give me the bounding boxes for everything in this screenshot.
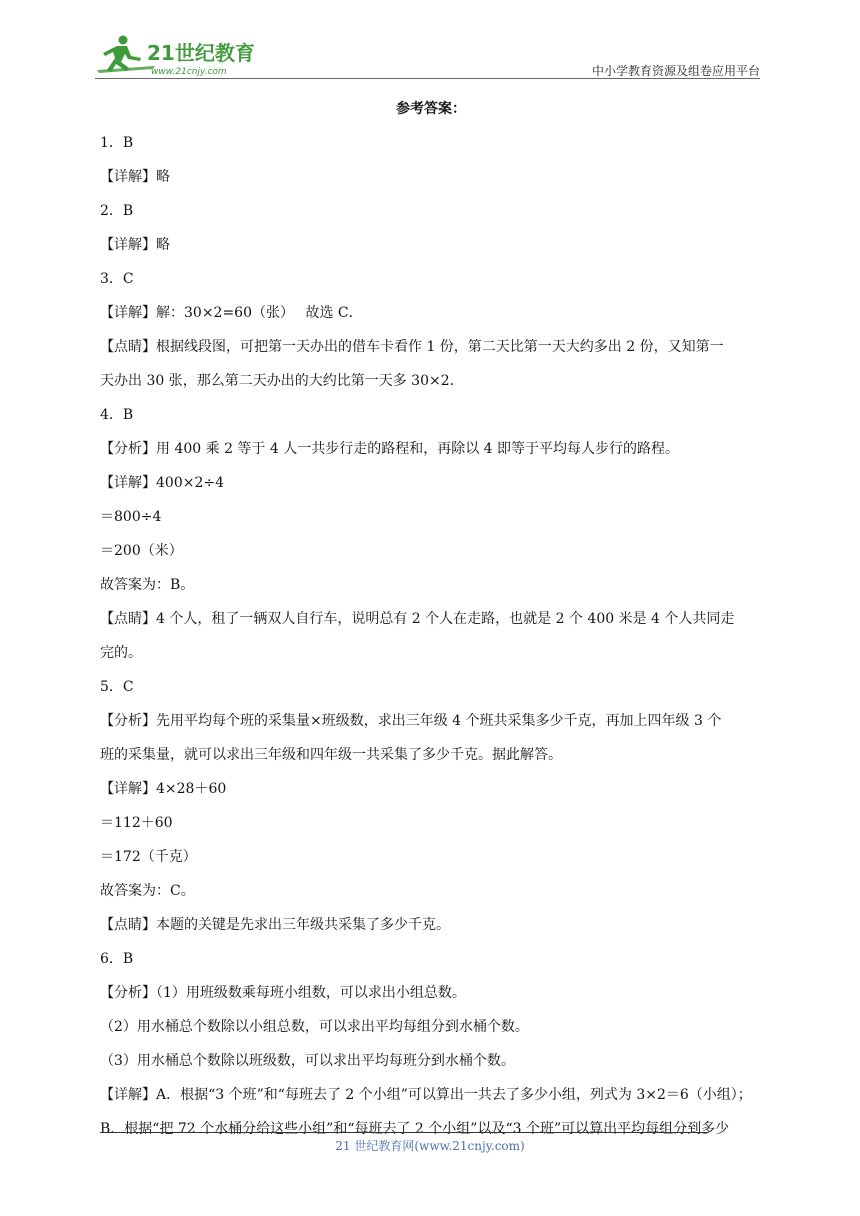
- page-header: [95, 32, 760, 80]
- answer-line: ＝112＋60: [100, 815, 173, 831]
- answer-line: 【详解】略: [100, 237, 170, 253]
- answer-line: 【点睛】根据线段图，可把第一天办出的借车卡看作 1 份，第二天比第一天大约多出 2 份，又知第一: [100, 339, 724, 355]
- footer-divider: [100, 1132, 708, 1133]
- answer-line: 完的。: [100, 645, 142, 661]
- header-divider: [95, 78, 760, 79]
- answer-line: B．根据“把 72 个水桶分给这些小组”和“每班去了 2 个小组”以及“3 个班”可以算出平均每组分到多少: [100, 1121, 730, 1137]
- answer-line: ＝172（千克）: [100, 849, 197, 865]
- answer-line: （3）用水桶总个数除以班级数，可以求出平均每班分到水桶个数。: [100, 1053, 515, 1069]
- answer-line: 故答案为：B。: [100, 577, 195, 593]
- platform-name: 中小学教育资源及组卷应用平台: [591, 64, 760, 78]
- answer-line: 【分析】用 400 乘 2 等于 4 人一共步行走的路程和，再除以 4 即等于平均每人步行的路程。: [100, 441, 680, 457]
- logo-21cnjy: [95, 32, 265, 78]
- answer-line: 1．B: [100, 135, 134, 151]
- answer-line: 【分析】先用平均每个班的采集量×班级数，求出三年级 4 个班共采集多少千克，再加上四年级 3 个: [100, 713, 722, 729]
- answer-line: 4．B: [100, 407, 134, 423]
- answer-line: 3．C: [100, 271, 134, 287]
- answer-line: （2）用水桶总个数除以小组总数，可以求出平均每组分到水桶个数。: [100, 1019, 529, 1035]
- answer-content: [100, 92, 762, 1146]
- answer-line: 6．B: [100, 951, 134, 967]
- answer-line: 5．C: [100, 679, 134, 695]
- answer-line: 班的采集量，就可以求出三年级和四年级一共采集了多少千克。据此解答。: [100, 747, 562, 763]
- answer-line: ＝800÷4: [100, 509, 162, 525]
- answer-line: 【详解】4×28＋60: [100, 781, 227, 797]
- answer-line: 【点睛】本题的关键是先求出三年级共采集了多少千克。: [100, 917, 450, 933]
- page-title: 参考答案：: [396, 101, 466, 117]
- answer-line: 【详解】解：30×2=60（张） 故选 C．: [100, 305, 363, 321]
- answer-line: 【详解】略: [100, 169, 170, 185]
- answer-line: 天办出 30 张，那么第二天办出的大约比第一天多 30×2．: [100, 373, 464, 389]
- footer-text[interactable]: 21 世纪教育网(www.21cnjy.com): [335, 1139, 525, 1153]
- answer-line: 【详解】400×2÷4: [100, 475, 224, 491]
- answer-line: ＝200（米）: [100, 543, 183, 559]
- answer-line: 【点睛】4 个人，租了一辆双人自行车，说明总有 2 个人在走路，也就是 2 个 400 米是 4 个人共同走: [100, 611, 735, 627]
- svg-text:www.21cnjy.com: www.21cnjy.com: [151, 67, 227, 77]
- answer-line: 故答案为：C。: [100, 883, 195, 899]
- answer-line: 【详解】A．根据“3 个班”和“每班去了 2 个小组”可以算出一共去了多少小组，列式为 3×2＝6（小组）；: [100, 1087, 752, 1103]
- svg-text:21世纪教育: 21世纪教育: [147, 41, 255, 65]
- answer-line: 2．B: [100, 203, 134, 219]
- answer-lines: [100, 126, 762, 1146]
- answer-line: 【分析】（1）用班级数乘每班小组数，可以求出小组总数。: [100, 985, 466, 1001]
